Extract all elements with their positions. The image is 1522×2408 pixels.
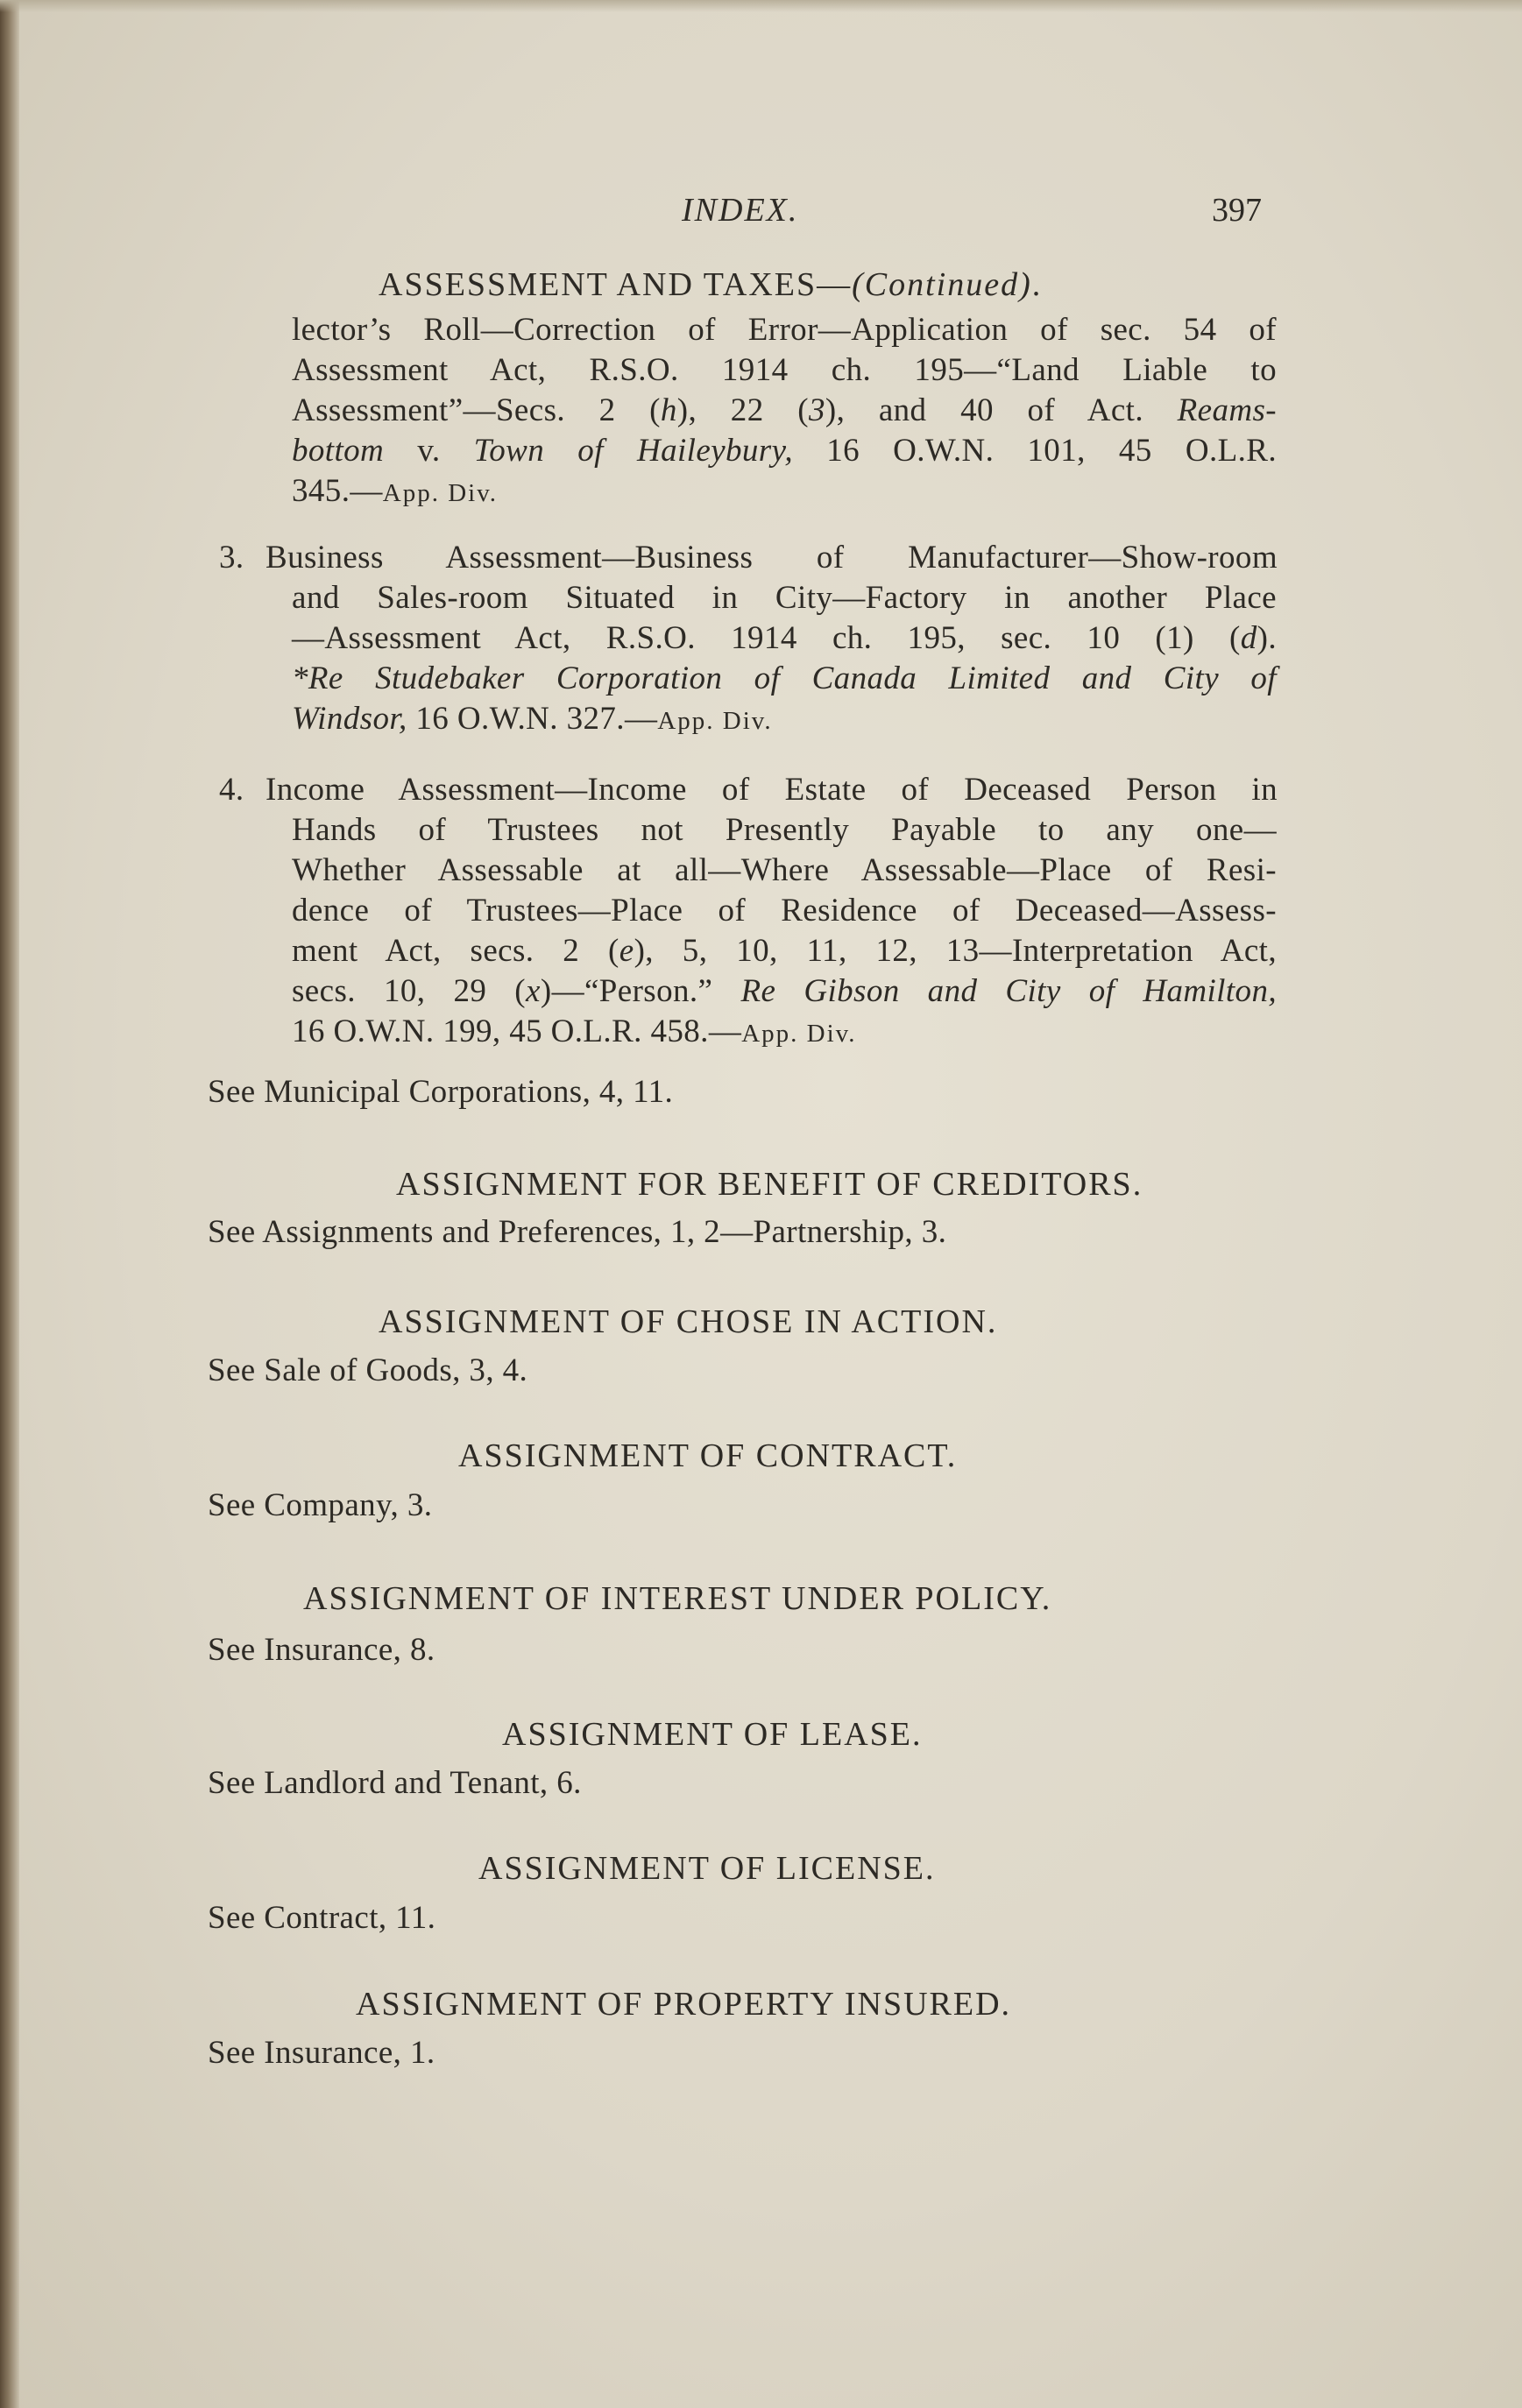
entry-2-line-3: Assessment”—Secs. 2 (h), 22 (3), and 40 of Act. Reams- xyxy=(292,392,1277,428)
section-heading-assignment-license: ASSIGNMENT OF LICENSE. xyxy=(478,1850,936,1887)
section-heading-assessment-and-taxes: ASSESSMENT AND TAXES—(Continued). xyxy=(379,266,1043,303)
section-heading-assignment-lease: ASSIGNMENT OF LEASE. xyxy=(502,1716,923,1753)
entry-4-number: 4. xyxy=(219,772,244,808)
see-reference: See Insurance, 1. xyxy=(208,2035,435,2071)
entry-4-line-5: ment Act, secs. 2 (e), 5, 10, 11, 12, 13—Interpretation Act, xyxy=(292,933,1277,969)
entry-4-line-2: Hands of Trustees not Presently Payable to any one— xyxy=(292,812,1277,848)
see-reference: See Sale of Goods, 3, 4. xyxy=(208,1352,528,1388)
entry-4-line-3: Whether Assessable at all—Where Assessable—Place of Resi- xyxy=(292,852,1277,888)
see-reference-municipal-corporations: See Municipal Corporations, 4, 11. xyxy=(208,1074,674,1110)
see-reference: See Landlord and Tenant, 6. xyxy=(208,1765,582,1801)
see-reference: See Insurance, 8. xyxy=(208,1632,435,1668)
section-heading-assignment-contract: ASSIGNMENT OF CONTRACT. xyxy=(458,1437,958,1474)
entry-3-line-4: *Re Studebaker Corporation of Canada Limited and City of xyxy=(292,660,1277,696)
see-reference: See Company, 3. xyxy=(208,1487,433,1523)
see-reference: See Assignments and Preferences, 1, 2—Partnership, 3. xyxy=(208,1214,947,1250)
page-number: 397 xyxy=(1212,192,1262,229)
entry-3-number: 3. xyxy=(219,540,244,576)
entry-2-line-1: lector’s Roll—Correction of Error—Application of sec. 54 of xyxy=(292,312,1277,348)
entry-3-line-3: —Assessment Act, R.S.O. 1914 ch. 195, sec. 10 (1) (d). xyxy=(292,620,1277,656)
section-heading-assignment-property-insured: ASSIGNMENT OF PROPERTY INSURED. xyxy=(356,1986,1012,2023)
entry-2-line-2: Assessment Act, R.S.O. 1914 ch. 195—“Land Liable to xyxy=(292,352,1277,388)
section-heading-assignment-chose-in-action: ASSIGNMENT OF CHOSE IN ACTION. xyxy=(379,1303,998,1340)
entry-4-line-7: 16 O.W.N. 199, 45 O.L.R. 458.—App. Div. xyxy=(292,1013,857,1049)
entry-2-line-5: 345.—App. Div. xyxy=(292,473,499,509)
page-top-shadow xyxy=(0,0,1522,12)
entry-2-line-4: bottom v. Town of Haileybury, 16 O.W.N. 101, 45 O.L.R. xyxy=(292,433,1277,469)
entry-4-line-1: Income Assessment—Income of Estate of Deceased Person in xyxy=(265,772,1278,808)
section-heading-assignment-benefit-creditors: ASSIGNMENT FOR BENEFIT OF CREDITORS. xyxy=(396,1166,1143,1203)
book-spine-shadow xyxy=(0,0,19,2408)
running-head: INDEX. xyxy=(682,192,799,229)
entry-3-line-1: Business Assessment—Business of Manufacturer—Show-room xyxy=(265,540,1278,576)
entry-3-line-5: Windsor, 16 O.W.N. 327.—App. Div. xyxy=(292,701,773,737)
see-reference: See Contract, 11. xyxy=(208,1900,436,1936)
section-heading-assignment-interest-policy: ASSIGNMENT OF INTEREST UNDER POLICY. xyxy=(303,1580,1052,1617)
entry-3-line-2: and Sales-room Situated in City—Factory in another Place xyxy=(292,580,1277,616)
entry-4-line-6: secs. 10, 29 (x)—“Person.” Re Gibson and City of Hamilton, xyxy=(292,973,1277,1009)
entry-4-line-4: dence of Trustees—Place of Residence of Deceased—Assess- xyxy=(292,893,1277,929)
